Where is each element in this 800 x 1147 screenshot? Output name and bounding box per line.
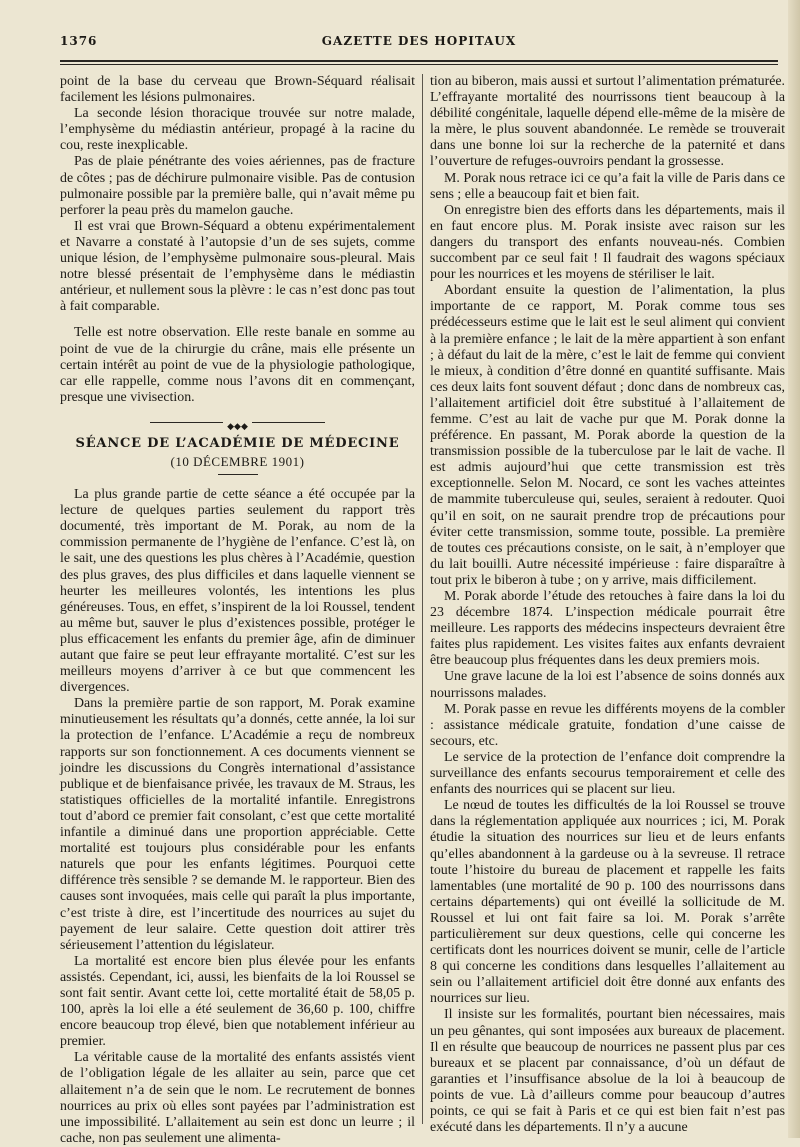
paragraph: On enregistre bien des efforts dans les départements, mais il en faut encore plus. M. Porak insiste avec raison sur les dangers du transport des enfants nouveau-nés. Combien succombent par ce seul fait ! Il faudrait des wagons spéciaux pour les nourrices et les moyens de stériliser le lait. bbox=[430, 202, 785, 283]
header-rule-thin bbox=[60, 64, 778, 65]
section-title: SÉANCE DE L’ACADÉMIE DE MÉDECINE bbox=[75, 435, 400, 451]
left-column bbox=[60, 74, 415, 1146]
paragraph: La mortalité est encore bien plus élevée pour les enfants assistés. Cependant, ici, aussi, les bienfaits de la loi Roussel se sont fait sentir. Avant cette loi, cette mortalité était de 58,05 p. 100, après la loi elle a été seulement de 36,60 p. 100, chiffre encore beaucoup trop élevé, bien que notablement inférieur au premier. bbox=[60, 953, 415, 1050]
page-number: 1376 bbox=[60, 34, 98, 48]
paragraph: Il est vrai que Brown-Séquard a obtenu expérimentalement et Navarre a constaté à l’autopsie d’un de ses sujets, comme unique lésion, de l’emphysème pulmonaire sous-pleural. Mais notre blessé présentait de l’emphysème dans le médiastin antérieur, et nullement sous la plèvre : le cas n’est donc pas tout à fait comparable. bbox=[60, 218, 415, 315]
section-date: (10 DÉCEMBRE 1901) bbox=[170, 453, 305, 469]
paragraph: La véritable cause de la mortalité des enfants assistés vient de l’obligation légale de les allaiter au sein, parce que cet allaitement n’a de sein que le nom. Le recrutement de bonnes nourrices au prix où elles sont payées par l’administration est une impossibilité. L’allaitement au sein est donc un leurre ; il cache, non pas seulement une alimenta- bbox=[60, 1050, 415, 1146]
short-rule bbox=[218, 474, 258, 475]
paragraph: M. Porak passe en revue les différents moyens de la combler : assistance médicale gratuite, fondation d’une caisse de secours, etc. bbox=[430, 701, 785, 749]
paragraph: Dans la première partie de son rapport, M. Porak examine minutieusement les résultats qu’a donnés, cette année, la loi sur la protection de l’enfance. L’Académie a reçu de nombreux rapports sur son fonctionnement. A ces documents viennent se joindre les discussions du Congrès international d’assistance publique et de bienfaisance privée, les travaux de M. Straus, les statistiques officielles de la mortalité infantile. Enregistrons tout d’abord ce premier fait consolant, c’est que cette mortalité infantile a diminué dans une proportion appréciable. Cette mortalité est toujours plus considérable pour les enfants naturels que pour les enfants légitimes. Pourquoi cette différence très sensible ? se demande M. le rapporteur. Bien des causes sont invoquées, mais celle qui paraît la plus importante, c’est triste à dire, est l’incertitude des nourrices au sujet du payement de leur salaire. Cette question doit attirer très sérieusement l’attention du législateur. bbox=[60, 696, 415, 953]
paragraph: M. Porak nous retrace ici ce qu’a fait la ville de Paris dans ce sens ; elle a beaucoup fait et bien fait. bbox=[430, 170, 785, 202]
paragraph: Le nœud de toutes les difficultés de la loi Roussel se trouve dans la réglementation appliquée aux nourrices ; ici, M. Porak étudie la situation des nourrices sur lieu et de leurs enfants qu’elles abandonnent à la gardeuse ou à la sevreuse. Il retrace toute l’histoire du bureau de placement et rappelle les faits lamentables (une mortalité de 90 p. 100 des nourrissons dans certains départements) qui ont éveillé la sollicitude de M. Roussel et lui ont fait faire sa loi. M. Porak s’arrête particulièrement sur deux questions, celle qui concerne les certificats dont les nourrices doivent se munir, celle de l’article 8 qui concerne les conditions dans lesquelles l’allaitement au sein ou l’allaitement artificiel doit être donné aux enfants des nourrices sur lieu. bbox=[430, 798, 785, 1007]
section-divider: ◆◆◆ bbox=[60, 418, 415, 426]
page-edge bbox=[788, 0, 800, 1138]
paragraph: La plus grande partie de cette séance a été occupée par la lecture de quelques parties seulement du rapport très documenté, très important de M. Porak, au nom de la commission permanente de l’hygiène de l’enfance. C’est là, on le sait, une des questions les plus chères à l’Académie, question des plus graves, des plus difficiles et dans laquelle viennent se heurter les meilleures volontés, les intentions les plus généreuses. Tous, en effet, s’inspirent de la loi Roussel, tendent au même but, sauver le plus d’existences possible, protéger le plus efficacement les enfants du premier âge, afin de diminuer autant que faire se peut leur effrayante mortalité. C’est sur les meilleurs moyens d’arriver à ce but que commencent les divergences. bbox=[60, 487, 415, 696]
right-column bbox=[430, 74, 785, 1136]
paragraph: Abordant ensuite la question de l’alimentation, la plus importante de ce rapport, M. Porak comme tous ses prédécesseurs estime que le lait est le seul aliment qui convient à la première enfance ; le lait de la mère appartient à son enfant ; à défaut du lait de la mère, c’est le lait de femme qui convient le mieux, à condition d’être donné en quantité suffisante. Mais ces deux laits font souvent défaut ; donc dans de nombreux cas, l’allaitement artificiel doit être substitué à l’allaitement de femme. C’est au lait de vache pur que M. Porak donne la préférence. En passant, M. Porak aborde la question de la transmission possible de la tuberculose par le lait de vache. Il est admis aujourd’hui que cette transmission est très exceptionnelle. Selon M. Nocard, ce sont les vaches atteintes de mammite tuberculeuse qui, seules, seraient à redouter. Quoi qu’il en soit, on ne saurait prendre trop de précautions pour éviter cette transmission, somme toute, possible. La première de toutes ces précautions consiste, on le sait, à n’employer que du lait bouilli. Autre nécessité impérieuse : faire disparaître à tout prix le biberon à tube ; on y arrive, mais difficilement. bbox=[430, 283, 785, 588]
paragraph: Le service de la protection de l’enfance doit comprendre la surveillance des enfants secourus temporairement et celle des enfants des nourrices qui se placent sur lieu. bbox=[430, 749, 785, 798]
page-header bbox=[60, 30, 778, 52]
paragraph: Telle est notre observation. Elle reste banale en somme au point de vue de la chirurgie du crâne, mais elle présente un certain intérêt au point de vue de la physiologie pathologique, car elle rappelle, comme nous l’avons dit en commençant, presque une vivisection. bbox=[60, 325, 415, 405]
paragraph: tion au biberon, mais aussi et surtout l’alimentation prématurée. L’effrayante mortalité des nourrissons tient beaucoup à la débilité congénitale, laquelle dépend elle-même de la misère de la mère, le plus souvent abandonnée. Le remède se trouverait dans une bonne loi sur la recherche de la paternité et dans l’ouverture de refuges-ouvroirs pendant la grossesse. bbox=[430, 74, 785, 170]
paragraph: Il insiste sur les formalités, pourtant bien nécessaires, mais un peu gênantes, qui sont imposées aux bureaux de placement. Il en résulte que beaucoup de nourrices ne passent plus par ces bureaux et se placent par connaissance, d’où un défaut de garanties et l’insuffisance absolue de la loi à beaucoup de points de vue. Là d’ailleurs comme pour beaucoup d’autres points, ce qui se fait à Paris et ce qui est bien fait n’est pas exécuté dans les départements. Il n’y a aucune bbox=[430, 1007, 785, 1136]
paragraph: Pas de plaie pénétrante des voies aériennes, pas de fracture de côtes ; pas de déchirure pulmonaire visible. Pas de contusion pulmonaire possible par la première balle, qui n’avait même pu perforer la peau près du mamelon gauche. bbox=[60, 154, 415, 218]
header-rule bbox=[60, 60, 778, 62]
column-divider bbox=[422, 74, 423, 1124]
journal-title: GAZETTE DES HOPITAUX bbox=[321, 34, 517, 48]
paragraph: Une grave lacune de la loi est l’absence de soins donnés aux nourrissons malades. bbox=[430, 669, 785, 701]
paragraph: point de la base du cerveau que Brown-Séquard réalisait facilement les lésions pulmonaires. bbox=[60, 74, 415, 106]
paragraph: M. Porak aborde l’étude des retouches à faire dans la loi du 23 décembre 1874. L’inspection médicale pourrait être meilleure. Les rapports des médecins inspecteurs devraient être faites plus rapidement. Les visites faites aux enfants devraient être beaucoup plus fréquentes dans les deux premiers mois. bbox=[430, 589, 785, 669]
paragraph: La seconde lésion thoracique trouvée sur notre malade, l’emphysème du médiastin antérieur, propagé à la racine du cou, reste inexplicable. bbox=[60, 106, 415, 154]
